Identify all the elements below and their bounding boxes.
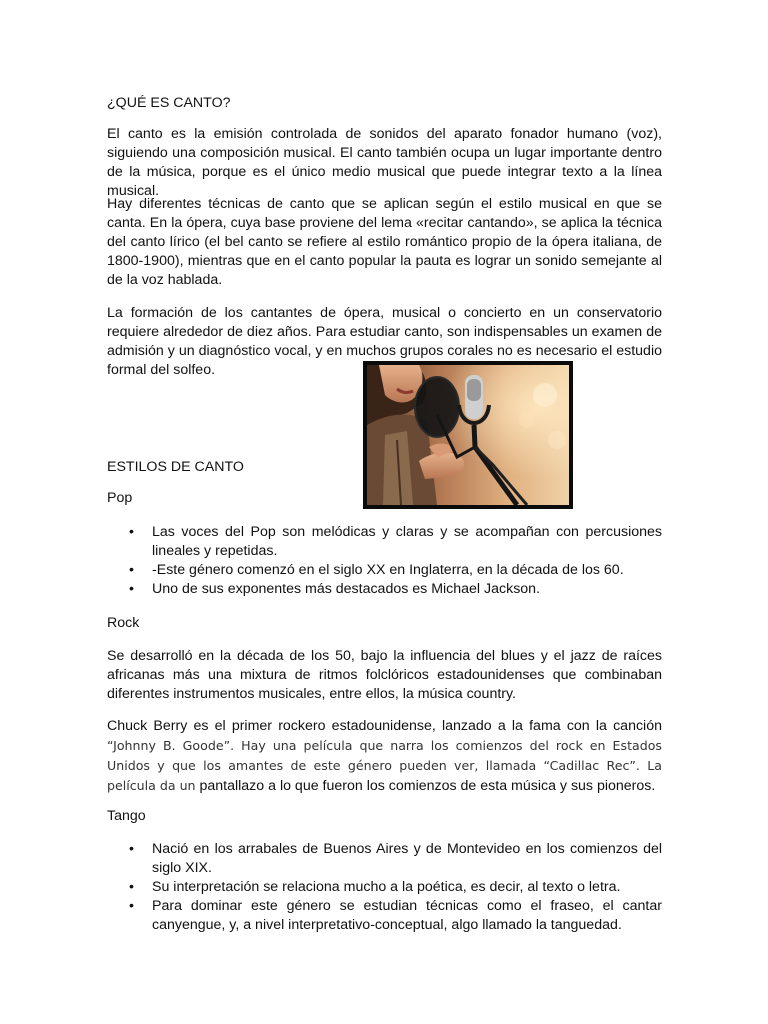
subheading-rock: Rock: [107, 615, 140, 631]
list-item: • Las voces del Pop son melódicas y claras y se acompañan con percusiones lineales y repetidas.: [129, 524, 662, 559]
intro-paragraph-1: El canto es la emisión controlada de sonidos del aparato fonador humano (voz), siguiendo una composición musical. El canto también ocupa un lugar importante dentro de la música, porque es el único medio musical que puede integrar texto a la línea musical.: [107, 126, 662, 199]
list-item: • Para dominar este género se estudian técnicas como el fraseo, el cantar canyengue, y, a nivel interpretativo-conceptual, algo llamado la tanguedad.: [129, 898, 662, 933]
subheading-pop: Pop: [107, 490, 133, 506]
rock-paragraph-2-alt-font: “Johnny B. Goode”. Hay una película que narra los comienzos del rock en Estados Unidos y que los amantes de este género pueden ver, llamada “Cadillac Rec”. La película da un: [107, 738, 662, 793]
pop-list: [107, 523, 662, 599]
bullet-dot-icon: •: [129, 879, 134, 895]
singer-microphone-photo: [363, 361, 573, 509]
page-title: ¿QUÉ ES CANTO?: [107, 95, 231, 111]
list-item: • Uno de sus exponentes más destacados es Michael Jackson.: [129, 581, 541, 597]
bullet-dot-icon: •: [129, 562, 134, 578]
intro-paragraph-2: Hay diferentes técnicas de canto que se aplican según el estilo musical en que se canta. En la ópera, cuya base proviene del lema «recitar cantando», se aplica la técnica del canto lírico (el bel canto se refiere al estilo romántico propio de la ópera italiana, de 1800-1900), mientras que en el canto popular la pauta es lograr un sonido semejante al de la voz hablada.: [107, 196, 662, 288]
list-item: • -Este género comenzó en el siglo XX en Inglaterra, en la década de los 60.: [129, 562, 624, 578]
bullet-dot-icon: •: [129, 524, 134, 540]
rock-paragraph-1: Se desarrolló en la década de los 50, bajo la influencia del blues y el jazz de raíces africanas más una mixtura de ritmos folclóricos estadounidenses que combinaban diferentes instrumentos musicales, entre ellos, la música country.: [107, 648, 662, 702]
bullet-dot-icon: •: [129, 581, 134, 597]
list-item: • Nació en los arrabales de Buenos Aires y de Montevideo en los comienzos del siglo XIX.: [129, 841, 662, 876]
subheading-tango: Tango: [107, 808, 146, 824]
list-item: • Su interpretación se relaciona mucho a la poética, es decir, al texto o letra.: [129, 879, 621, 895]
bullet-dot-icon: •: [129, 898, 134, 914]
rock-paragraph-2: Chuck Berry es el primer rockero estadounidense, lanzado a la fama con la canción “Johnny B. Goode”. Hay una película que narra los comienzos del rock en Estados Unidos y que los amantes de este género pueden ver, llamada “Cadillac Rec”. La película da un pantallazo a lo que fueron los comienzos de esta música y sus pioneros.: [107, 718, 662, 794]
photo-image: [367, 365, 569, 505]
intro-paragraph-3: La formación de los cantantes de ópera, musical o concierto en un conservatorio requiere alrededor de diez años. Para estudiar canto, son indispensables un examen de admisión y un diagnóstico vocal, y en muchos grupos corales no es necesario el estudio formal del solfeo.: [107, 305, 662, 378]
section-heading-styles: ESTILOS DE CANTO: [107, 459, 244, 475]
tango-list: [107, 840, 662, 935]
bullet-dot-icon: •: [129, 841, 134, 857]
